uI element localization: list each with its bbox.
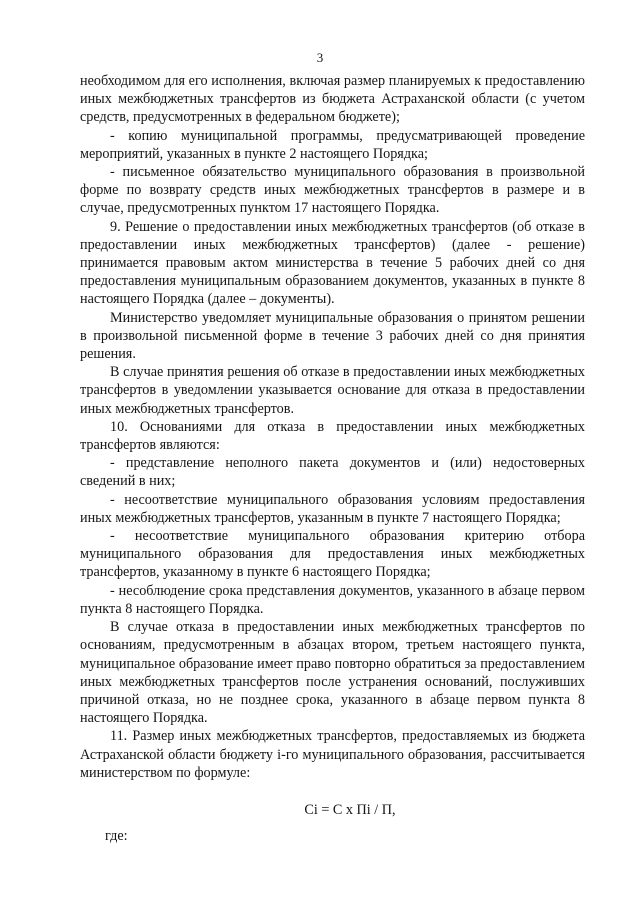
- formula-text: Ci = C x Пi / П,: [304, 802, 396, 818]
- clause-11: 11. Размер иных межбюджетных трансфертов, предоставляемых из бюджета Астраханской области бюджету i-го муниципального образования, рассчитывается министерством по формуле:: [80, 728, 585, 781]
- clause-10: 10. Основаниями для отказа в предоставлении иных межбюджетных трансфертов являются:: [80, 418, 585, 454]
- page-number: 3: [316, 50, 324, 65]
- formula: [0, 802, 640, 819]
- list-item-written-obligation: - письменное обязательство муниципального образования в произвольной форме по возврату средств иных межбюджетных трансфертов в размере и в случае, предусмотренных пунктом 17 настоящего Порядка.: [80, 164, 585, 217]
- list-item-program-copy: - копию муниципальной программы, предусматривающей проведение мероприятий, указанных в пункте 2 настоящего Порядка;: [80, 127, 585, 162]
- body-text: [80, 72, 585, 782]
- paragraph-refusal-notice: В случае принятия решения об отказе в предоставлении иных межбюджетных трансфертов в уведомлении указывается основание для отказа в предоставлении иных межбюджетных трансфертов.: [80, 364, 585, 417]
- paragraph-continuation: необходимом для его исполнения, включая размер планируемых к предоставлению иных межбюджетных трансфертов из бюджета Астраханской области (с учетом средств, предусмотренных в федеральном бюджете);: [80, 73, 585, 126]
- list-item-criterion-mismatch: - несоответствие муниципального образования критерию отбора муниципального образования для предоставления иных межбюджетных трансфертов, указанному в пункте 6 настоящего Порядка;: [80, 528, 585, 581]
- list-item-conditions-mismatch: - несоответствие муниципального образования условиям предоставления иных межбюджетных трансфертов, указанным в пункте 7 настоящего Порядка;: [80, 491, 585, 526]
- paragraph-reapplication: В случае отказа в предоставлении иных межбюджетных трансфертов по основаниям, предусмотренным в абзацах втором, третьем настоящего пункта, муниципальное образование имеет право повторно обратиться за предоставлением иных межбюджетных трансфертов после устранения оснований, послуживших причиной отказа, но не позднее срока, указанного в абзаце первом пункта 8 настоящего Порядка.: [80, 619, 585, 727]
- where-label: где:: [105, 828, 128, 844]
- list-item-deadline-violation: - несоблюдение срока представления документов, указанного в абзаце первом пункта 8 настоящего Порядка.: [80, 582, 585, 617]
- paragraph-notification: Министерство уведомляет муниципальные образования о принятом решении в произвольной письменной форме в течение 3 рабочих дней со дня принятия решения.: [80, 309, 585, 363]
- list-item-incomplete-docs: - представление неполного пакета документов и (или) недостоверных сведений в них;: [80, 455, 585, 490]
- clause-9: 9. Решение о предоставлении иных межбюджетных трансфертов (об отказе в предоставлении иных межбюджетных трансфертов) (далее - решение) принимается правовым актом министерства в течение 5 рабочих дней со дня предоставления муниципальным образованием документов, указанных в пункте 8 настоящего Порядка (далее – документы).: [80, 218, 585, 308]
